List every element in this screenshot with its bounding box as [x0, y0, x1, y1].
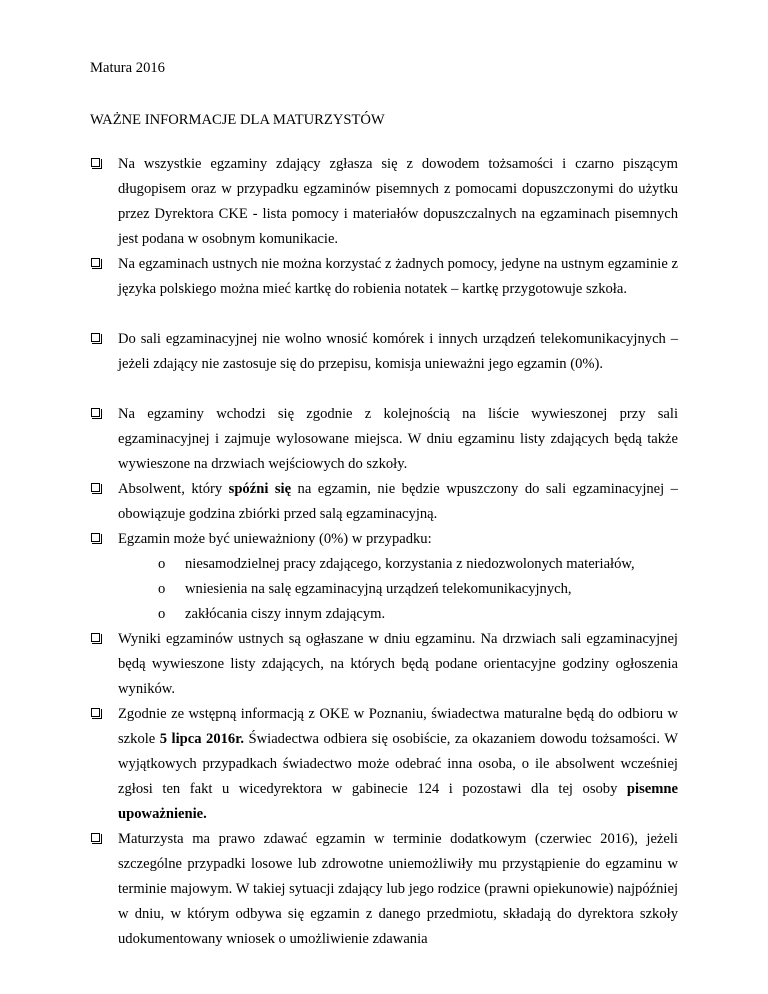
list-item: Maturzysta ma prawo zdawać egzamin w terminie dodatkowym (czerwiec 2016), jeżeli szczególne przypadki losowe lub zdrowotne uniemożliwiły mu przystąpienie do egzaminu w terminie majowym. W takiej sytuacji zdający lub jego rodzice (prawni opiekunowie) najpóźniej w dniu, w którym odbywa się egzamin z danego przedmiotu, składają do dyrektora szkoły udokumentowany wniosek o umożliwienie zdawania [90, 827, 678, 952]
list-item: Absolwent, który spóźni się na egzamin, nie będzie wpuszczony do sali egzaminacyjnej – obowiązuje godzina zbiórki przed salą egzaminacyjną. [90, 477, 678, 527]
document-header: Matura 2016 [90, 60, 165, 76]
list-item: Na egzaminach ustnych nie można korzystać z żadnych pomocy, jedyne na ustnym egzaminie z języka polskiego można mieć kartkę do robienia notatek – kartkę przygotowuje szkoła. [90, 252, 678, 302]
list-item: Na egzaminy wchodzi się zgodnie z kolejnością na liście wywieszonej przy sali egzaminacyjnej i zajmuje wylosowane miejsca. W dniu egzaminu listy zdających będą także wywieszone na drzwiach wejściowych do szkoły. [90, 402, 678, 477]
checkbox-bullet-icon [91, 333, 100, 342]
checkbox-bullet-icon [91, 158, 100, 167]
list-item: Na wszystkie egzaminy zdający zgłasza się z dowodem tożsamości i czarno piszącym długopisem oraz w przypadku egzaminów pisemnych z pomocami dopuszczonymi do użytku przez Dyrektora CKE - lista pomocy i materiałów dopuszczalnych na egzaminach pisemnych jest podana w osobnym komunikacie. [90, 152, 678, 252]
circle-bullet-icon: o [158, 581, 166, 597]
checkbox-bullet-icon [91, 633, 100, 642]
sub-list-item: o zakłócania ciszy innym zdającym. [158, 602, 678, 627]
page-title: WAŻNE INFORMACJE DLA MATURZYSTÓW [90, 112, 385, 128]
checkbox-bullet-icon [91, 708, 100, 717]
circle-bullet-icon: o [158, 556, 166, 572]
checkbox-bullet-icon [91, 408, 100, 417]
list-item: Do sali egzaminacyjnej nie wolno wnosić komórek i innych urządzeń telekomunikacyjnych – jeżeli zdający nie zastosuje się do przepisu, komisja unieważni jego egzamin (0%). [90, 327, 678, 377]
list-item: Zgodnie ze wstępną informacją z OKE w Poznaniu, świadectwa maturalne będą do odbioru w szkole 5 lipca 2016r. Świadectwa odbiera się osobiście, za okazaniem dowodu tożsamości. W wyjątkowych przypadkach świadectwo może odebrać inna osoba, o ile absolwent wcześniej zgłosi ten fakt u wicedyrektora w gabinecie 124 i pozostawi dla tej osoby pisemne upoważnienie. [90, 702, 678, 827]
checkbox-bullet-icon [91, 533, 100, 542]
circle-bullet-icon: o [158, 606, 166, 622]
checkbox-bullet-icon [91, 483, 100, 492]
checkbox-bullet-icon [91, 833, 100, 842]
sub-list-item: o wniesienia na salę egzaminacyjną urządzeń telekomunikacyjnych, [158, 577, 678, 602]
sub-list-item: o niesamodzielnej pracy zdającego, korzystania z niedozwolonych materiałów, [158, 552, 678, 577]
list-item: Egzamin może być unieważniony (0%) w przypadku: [90, 527, 678, 552]
checkbox-bullet-icon [91, 258, 100, 267]
list-item: Wyniki egzaminów ustnych są ogłaszane w dniu egzaminu. Na drzwiach sali egzaminacyjnej będą wywieszone listy zdających, na których będą podane orientacyjne godziny ogłoszenia wyników. [90, 627, 678, 702]
